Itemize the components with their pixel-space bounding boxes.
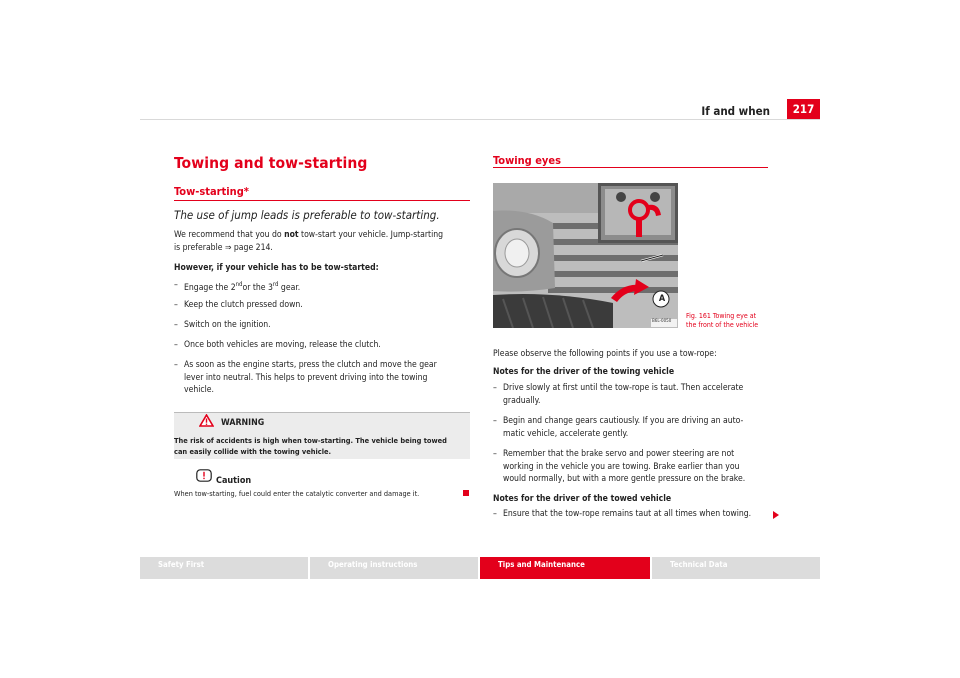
footer-tab-safety-first[interactable]: Safety First: [140, 557, 308, 579]
subsection-rule: [174, 200, 470, 201]
running-header-title: If and when: [701, 104, 770, 118]
towing-driver-heading: Notes for the driver of the towing vehicle: [493, 367, 675, 377]
page-ref-link[interactable]: page 214.: [231, 242, 273, 253]
figure-code: B6L-0050: [652, 319, 672, 324]
intro-paragraph: We recommend that you do not tow-start your vehicle. Jump-starting is preferable ⇒ page 214.: [174, 230, 444, 253]
warning-text: The risk of accidents is high when tow-starting. The vehicle being towed can easily collide with the towing vehicle.: [174, 436, 447, 456]
footer-tabs: [140, 557, 820, 579]
lead-sentence: The use of jump leads is preferable to tow-starting.: [174, 208, 440, 222]
warning-triangle-icon: [199, 414, 214, 427]
subsection-title-towing-eyes: Towing eyes: [493, 154, 561, 167]
section-title: Towing and tow-starting: [174, 154, 368, 172]
caution-icon: [196, 469, 212, 482]
footer-tab-technical-data[interactable]: Technical Data: [652, 557, 820, 579]
caution-title: Caution: [216, 476, 252, 486]
header-rule: [140, 119, 820, 120]
towing-eye-figure: [493, 183, 678, 328]
towed-driver-heading: Notes for the driver of the towed vehicle: [493, 494, 672, 504]
observe-paragraph: Please observe the following points if you use a tow-rope:: [493, 349, 717, 359]
page-number-badge: 217: [787, 99, 820, 119]
warning-title: WARNING: [221, 418, 265, 428]
continue-arrow-icon: [772, 510, 780, 520]
subsection-title-tow-starting: Tow-starting*: [174, 185, 249, 198]
list-item-step1: – Engage the 2ndor the 3rd gear.: [174, 280, 301, 293]
footer-tab-operating-instructions[interactable]: Operating instructions: [310, 557, 478, 579]
figure-label-a: A: [658, 294, 666, 304]
footer-tab-tips-and-maintenance[interactable]: Tips and Maintenance: [480, 557, 650, 579]
figure-caption: Fig. 161 Towing eye at the front of the vehicle: [686, 312, 759, 329]
however-heading: However, if your vehicle has to be tow-started:: [174, 263, 379, 273]
subsection-rule-right: [493, 167, 768, 168]
end-of-section-marker: [463, 490, 469, 496]
caution-text: When tow-starting, fuel could enter the catalytic converter and damage it.: [174, 489, 420, 498]
page-ref-arrow-icon: ⇒: [224, 242, 232, 253]
